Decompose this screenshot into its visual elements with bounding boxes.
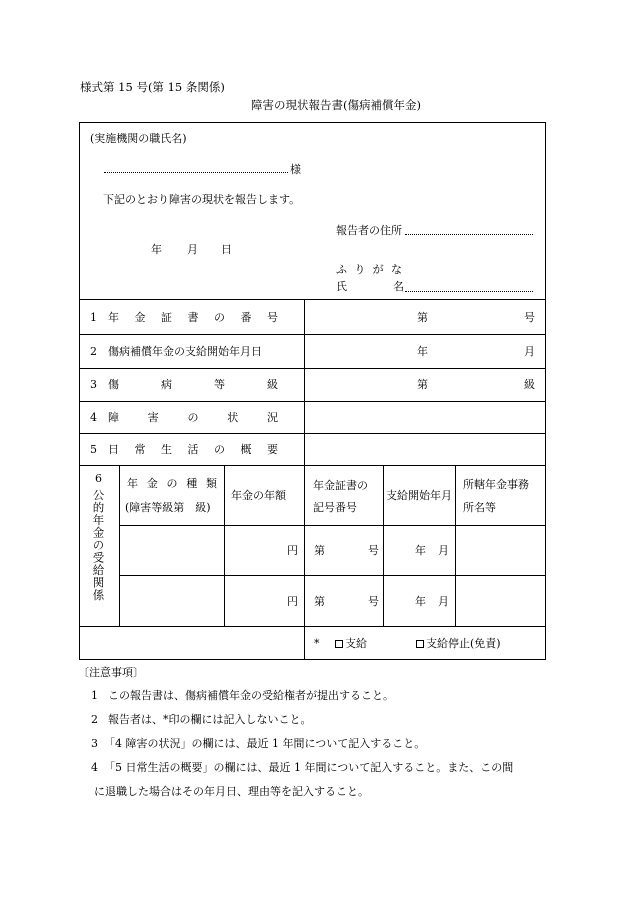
rule xyxy=(79,334,546,335)
dai-label: 第 xyxy=(314,544,325,557)
row-label-payment-start: 傷病補償年金の支給開始年月日 xyxy=(108,345,262,358)
rule xyxy=(79,368,546,369)
row-value-right: 級 xyxy=(524,378,535,391)
rule xyxy=(304,299,305,465)
intro-text: 下記のとおり障害の現状を報告します。 xyxy=(103,193,301,206)
option-payment-suspended[interactable]: 支給停止(免責) xyxy=(416,638,501,649)
go-label: 号 xyxy=(368,595,379,608)
note-text: この報告書は、傷病補償年金の受給権者が提出すること。 xyxy=(108,689,394,702)
dai-label: 第 xyxy=(314,595,325,608)
header-office-1: 所轄年金事務 xyxy=(463,478,529,491)
date-day: 日 xyxy=(221,243,232,256)
tsuki-label: 月 xyxy=(438,595,449,608)
row-label-daily-life: 日 常 生 活 の 概 要 xyxy=(108,443,278,456)
furigana-label: ふ り が な xyxy=(336,263,402,276)
rule xyxy=(79,626,546,627)
header-pension-kind: 年 金 の 種 類 xyxy=(127,477,217,490)
address-label: 報告者の住所 xyxy=(336,224,402,237)
agency-name-line[interactable] xyxy=(104,172,288,173)
section-vertical-label: 公的年金の受給関係 xyxy=(91,489,106,602)
note-text-continued: に退職した場合はその年月日、理由等を記入すること。 xyxy=(94,785,369,798)
row-num: 3 xyxy=(90,378,97,391)
name-label-2: 名 xyxy=(393,280,404,293)
option-payment[interactable]: 支給 xyxy=(335,638,367,649)
row-num: 2 xyxy=(90,345,97,358)
nen-label: 年 xyxy=(415,544,426,557)
document-title: 障害の現状報告書(傷病補償年金) xyxy=(251,98,421,112)
row-num: 1 xyxy=(90,311,97,324)
row-value-right: 号 xyxy=(524,311,535,324)
note-text: 「4 障害の状況」の欄には、最近 1 年間について記入すること。 xyxy=(104,737,426,750)
rule xyxy=(79,299,546,300)
header-cert-number-2: 記号番号 xyxy=(313,501,357,514)
go-label: 号 xyxy=(368,544,379,557)
header-office-2: 所名等 xyxy=(463,501,496,514)
asterisk-mark: * xyxy=(314,637,320,650)
sama-label: 様 xyxy=(290,163,301,176)
note-num: 2 xyxy=(91,713,98,726)
tsuki-label: 月 xyxy=(438,544,449,557)
row-label-certificate-number: 年 金 証 書 の 番 号 xyxy=(108,311,278,324)
form-number: 様式第 15 号(第 15 条関係) xyxy=(80,80,225,94)
note-num: 3 xyxy=(91,737,98,750)
address-line[interactable] xyxy=(405,234,533,235)
rule xyxy=(119,525,546,526)
rule xyxy=(79,433,546,434)
name-label-1: 氏 xyxy=(336,280,347,293)
note-text: 「5 日常生活の概要」の欄には、最近 1 年間について記入すること。また、この間 xyxy=(104,761,514,774)
row-label-injury-grade: 傷 病 等 級 xyxy=(108,378,278,391)
row-value-left: 第 xyxy=(417,378,428,391)
header-annual-amount: 年金の年額 xyxy=(231,489,286,502)
date-year: 年 xyxy=(151,243,162,256)
header-start-month: 支給開始年月 xyxy=(386,489,452,502)
notes-heading: 〔注意事項〕 xyxy=(78,666,144,679)
rule xyxy=(79,401,546,402)
rule xyxy=(119,575,546,576)
rule xyxy=(383,465,384,626)
row-value-left: 年 xyxy=(417,345,428,358)
yen-label: 円 xyxy=(287,595,298,608)
row-value-left: 第 xyxy=(417,311,428,324)
row-value-right: 月 xyxy=(524,345,535,358)
row-label-disability-status: 障 害 の 状 況 xyxy=(108,411,278,424)
header-disability-grade: (障害等級第 級) xyxy=(125,501,211,514)
rule xyxy=(455,465,456,626)
section-num: 6 xyxy=(95,472,102,485)
yen-label: 円 xyxy=(287,544,298,557)
rule xyxy=(79,465,546,466)
nen-label: 年 xyxy=(415,595,426,608)
note-num: 1 xyxy=(91,689,98,702)
date-month: 月 xyxy=(187,243,198,256)
note-text: 報告者は、*印の欄には記入しないこと。 xyxy=(108,713,312,726)
rule xyxy=(119,465,120,626)
agency-label: (実施機関の職氏名) xyxy=(90,132,187,145)
suspended-checkbox[interactable] xyxy=(416,640,424,648)
note-num: 4 xyxy=(91,761,98,774)
payment-checkbox[interactable] xyxy=(335,640,343,648)
row-num: 5 xyxy=(90,443,97,456)
name-line[interactable] xyxy=(405,291,533,292)
row-num: 4 xyxy=(90,411,97,424)
header-cert-number-1: 年金証書の xyxy=(313,479,368,492)
rule xyxy=(304,465,305,660)
rule xyxy=(224,465,225,626)
